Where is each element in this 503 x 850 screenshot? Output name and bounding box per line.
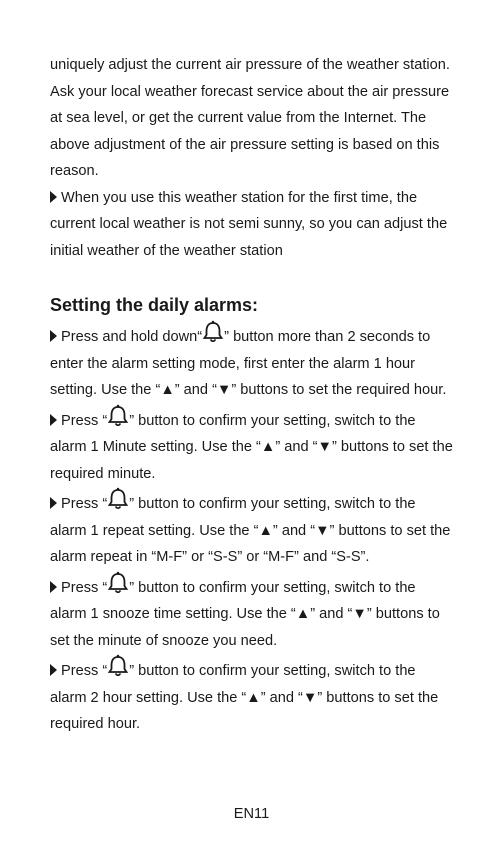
alarm-step-4: [50, 571, 455, 655]
alarm-bell-icon: [107, 571, 129, 595]
step-4-post: ” button to confirm your setting, switch to the alarm 1 snooze time setting. Use the “▲” and “▼” buttons to set the minute of snooze you need.: [50, 579, 440, 649]
alarm-bell-icon: [107, 487, 129, 511]
alarm-step-3: [50, 487, 455, 571]
step-5-post: ” button to confirm your setting, switch to the alarm 2 hour setting. Use the “▲” and “▼” buttons to set the required hour.: [50, 663, 439, 732]
step-2-pre: Press “: [61, 412, 108, 429]
step-4-pre: Press “: [61, 579, 108, 596]
step-1-post: ” button more than 2 seconds to enter the alarm setting mode, first enter the alarm 1 hour setting. Use the “▲” and “▼” buttons to set the required hour.: [50, 329, 447, 398]
alarm-step-2: [50, 404, 455, 488]
step-1-pre: Press and hold down“: [61, 329, 203, 345]
bullet-first-time: [50, 185, 455, 265]
triangle-bullet-icon: [50, 581, 57, 593]
alarm-step-1: [50, 320, 455, 404]
triangle-bullet-icon: [50, 664, 57, 676]
alarm-bell-icon: [107, 404, 129, 428]
step-3-pre: Press “: [61, 496, 108, 512]
step-5-pre: Press “: [61, 663, 108, 679]
manual-page: [50, 52, 455, 738]
triangle-bullet-icon: [50, 191, 57, 203]
triangle-bullet-icon: [50, 497, 57, 509]
step-3-post: ” button to confirm your setting, switch to the alarm 1 repeat setting. Use the “▲” and “▼” buttons to set the alarm repeat in “M-F” or “S-S” or “M-F” and “S-S”.: [50, 496, 451, 565]
intro-paragraph: uniquely adjust the current air pressure of the weather station. Ask your local weather forecast service about the air pressure at sea level, or get the current value from the Internet. The above adjustment of the air pressure setting is based on this reason.: [50, 57, 450, 179]
alarm-bell-icon: [107, 654, 129, 678]
section-heading: Setting the daily alarms:: [50, 295, 259, 315]
alarm-bell-icon: [202, 320, 224, 344]
page-number: EN11: [233, 806, 270, 822]
bullet-first-time-text: When you use this weather station for the first time, the current local weather is not semi sunny, so you can adjust the initial weather of the weather station: [50, 189, 448, 259]
triangle-bullet-icon: [50, 414, 57, 426]
step-2-post: ” button to confirm your setting, switch to the alarm 1 Minute setting. Use the “▲” and “▼” buttons to set the required minute.: [50, 412, 453, 482]
triangle-bullet-icon: [50, 330, 57, 342]
alarm-step-5: [50, 654, 455, 738]
